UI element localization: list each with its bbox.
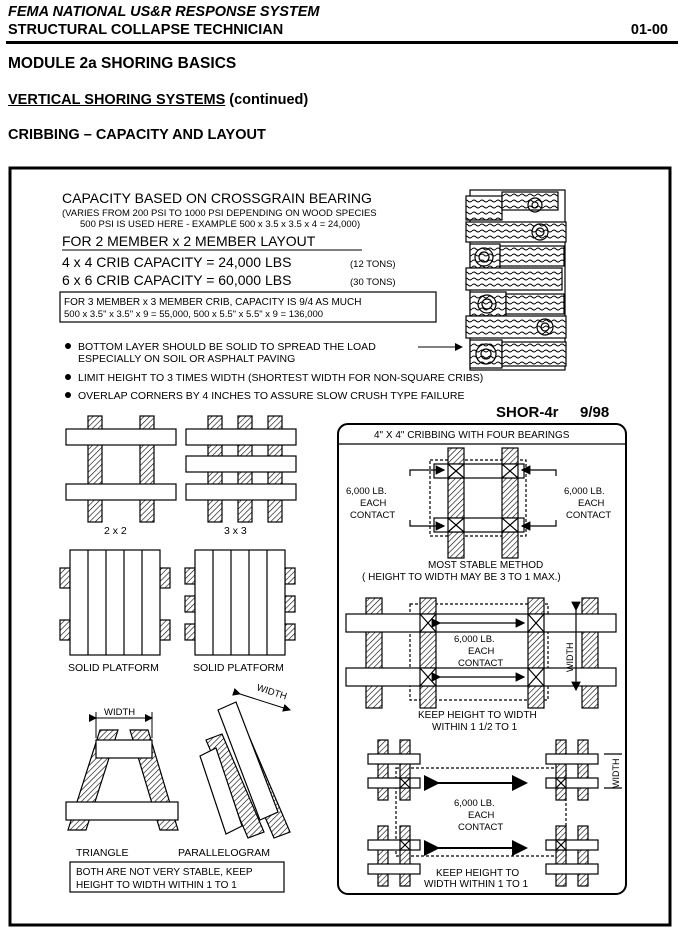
keep-ratio-2-line-2: WIDTH WITHIN 1 TO 1 [424, 879, 529, 890]
most-stable-diagram [410, 448, 556, 558]
contact-left-lb: 6,000 LB. [346, 486, 387, 497]
layout-title: FOR 2 MEMBER x 2 MEMBER LAYOUT [62, 233, 316, 249]
width-vertical-label-2: WIDTH [611, 758, 621, 788]
contact-low-each: EACH [468, 810, 495, 821]
panel-title: 4" X 4" CRIBBING WITH FOUR BEARINGS [374, 430, 570, 441]
contact-low-contact: CONTACT [458, 822, 504, 833]
bullet-1-line-2: ESPECIALLY ON SOIL OR ASPHALT PAVING [78, 353, 296, 365]
label-solid-platform-1: SOLID PLATFORM [68, 662, 159, 674]
most-stable-line-2: ( HEIGHT TO WIDTH MAY BE 3 TO 1 MAX.) [362, 572, 561, 583]
crib-4x4-tons: (12 TONS) [350, 259, 396, 270]
contact-low-lb: 6,000 LB. [454, 798, 495, 809]
crib-4x4-capacity: 4 x 4 CRIB CAPACITY = 24,000 LBS [62, 254, 292, 270]
triangle-width-label: WIDTH [104, 707, 136, 718]
bullet-1-line-1: BOTTOM LAYER SHOULD BE SOLID TO SPREAD THE LOAD [78, 341, 376, 353]
contact-right-lb: 6,000 LB. [564, 486, 605, 497]
keep-ratio-1-line-2: WITHIN 1 1/2 TO 1 [432, 722, 518, 733]
three-member-line-1: FOR 3 MEMBER x 3 MEMBER CRIB, CAPACITY IS 9/4 AS MUCH [64, 297, 362, 308]
label-parallelogram: PARALLELOGRAM [178, 847, 271, 859]
bullet-dot-3 [65, 392, 71, 398]
header-system-title: FEMA NATIONAL US&R RESPONSE SYSTEM [8, 4, 320, 20]
keep-ratio-1-line-1: KEEP HEIGHT TO WIDTH [418, 710, 537, 721]
crib-2x2-plan [66, 416, 176, 522]
label-triangle: TRIANGLE [76, 847, 129, 859]
capacity-title: CAPACITY BASED ON CROSSGRAIN BEARING [62, 190, 372, 206]
subsection-heading: CRIBBING – CAPACITY AND LAYOUT [8, 127, 266, 143]
figure-id: SHOR-4r [496, 404, 559, 421]
contact-mid-lb: 6,000 LB. [454, 634, 495, 645]
label-solid-platform-2: SOLID PLATFORM [193, 662, 284, 674]
figure-date: 9/98 [580, 404, 610, 421]
contact-mid-contact: CONTACT [458, 658, 504, 669]
contact-right-each: EACH [578, 498, 605, 509]
bullet-dot-2 [65, 374, 71, 380]
parallelogram-crib [200, 702, 290, 838]
bullet-3: OVERLAP CORNERS BY 4 INCHES TO ASSURE SLOW CRUSH TYPE FAILURE [78, 390, 465, 402]
section-heading-underlined: VERTICAL SHORING SYSTEMS [8, 92, 226, 108]
contact-left-each: EACH [360, 498, 387, 509]
header-course-title: STRUCTURAL COLLAPSE TECHNICIAN [8, 22, 284, 38]
crib-3x3-plan [186, 416, 296, 522]
keep-ratio-2-line-1: KEEP HEIGHT TO [436, 868, 520, 879]
label-2x2: 2 x 2 [104, 525, 127, 537]
contact-right-contact: CONTACT [566, 510, 612, 521]
contact-left-contact: CONTACT [350, 510, 396, 521]
stability-note-line-1: BOTH ARE NOT VERY STABLE, KEEP [76, 867, 253, 878]
header-page-number: 01-00 [630, 22, 668, 38]
section-heading-suffix: (continued) [225, 92, 309, 108]
parallelogram-width-label: WIDTH [255, 682, 289, 703]
crib-stack-illustration [466, 190, 566, 370]
crib-6x6-tons: (30 TONS) [350, 277, 396, 288]
one-to-one-ratio-diagram [368, 740, 622, 886]
module-title: MODULE 2a SHORING BASICS [8, 55, 237, 72]
capacity-note-2: 500 PSI IS USED HERE - EXAMPLE 500 x 3.5 x 3.5 x 4 = 24,000) [80, 219, 361, 230]
bullet-dot-1 [65, 343, 71, 349]
width-vertical-label-1: WIDTH [565, 642, 575, 672]
capacity-note-1: (VARIES FROM 200 PSI TO 1000 PSI DEPENDING ON WOOD SPECIES [62, 208, 377, 219]
solid-platform-2 [185, 550, 295, 655]
solid-platform-1 [60, 550, 170, 655]
label-3x3: 3 x 3 [224, 525, 247, 537]
crib-6x6-capacity: 6 x 6 CRIB CAPACITY = 60,000 LBS [62, 272, 292, 288]
most-stable-line-1: MOST STABLE METHOD [428, 560, 544, 571]
bullet-2: LIMIT HEIGHT TO 3 TIMES WIDTH (SHORTEST WIDTH FOR NON-SQUARE CRIBS) [78, 372, 484, 384]
three-member-line-2: 500 x 3.5" x 3.5" x 9 = 55,000, 500 x 5.5" x 5.5" x 9 = 136,000 [64, 309, 324, 320]
stability-note-line-2: HEIGHT TO WIDTH WITHIN 1 TO 1 [76, 880, 237, 891]
contact-mid-each: EACH [468, 646, 495, 657]
triangle-crib [66, 730, 178, 830]
